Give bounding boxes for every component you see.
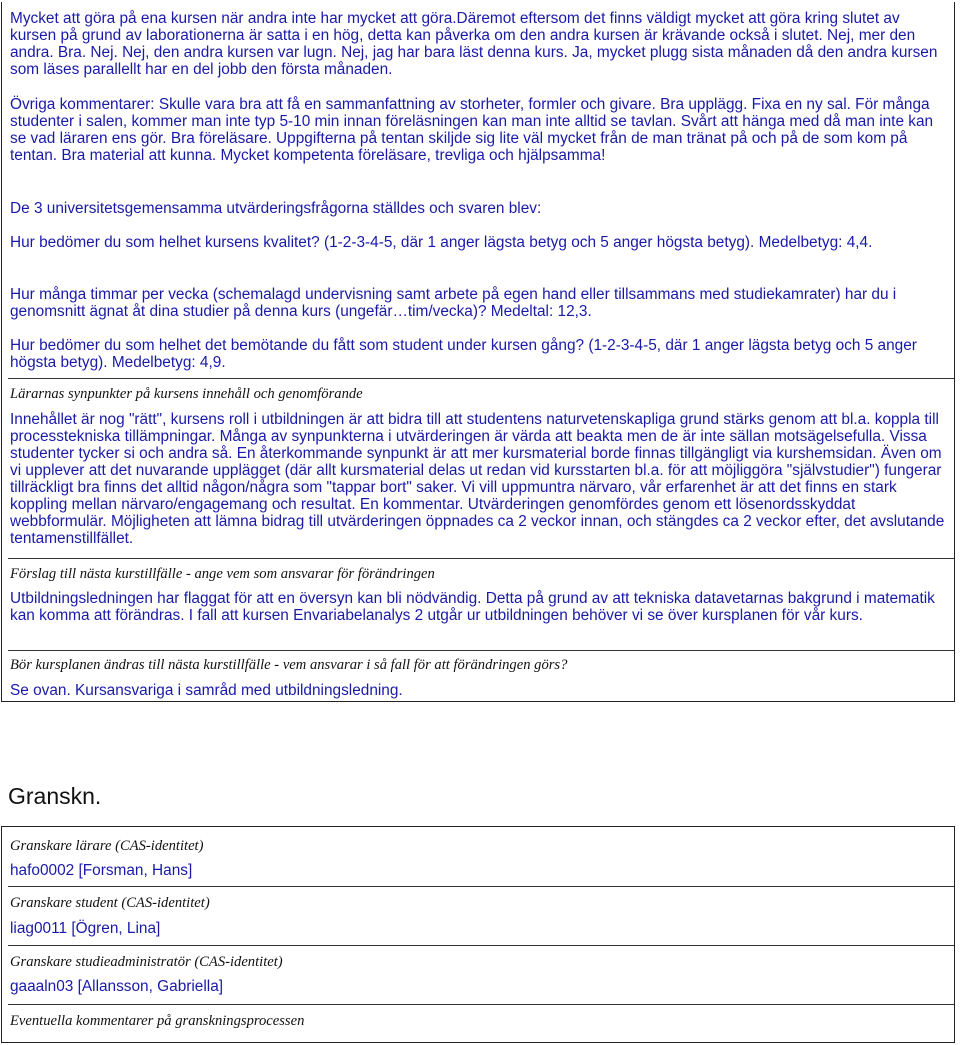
section-divider <box>8 650 954 651</box>
reviewer-student-label: Granskare student (CAS-identitet) <box>10 895 210 911</box>
reviewer-admin-label: Granskare studieadministratör (CAS-identitet) <box>10 954 283 970</box>
next-course-proposal-text: Utbildningsledningen har flaggat för att en översyn kan bli nödvändig. Detta på grund av att tekniska datavetarnas bakgrund i matematik kan komma att förändras. I fall att kursen Envariabelanalys 2 utgår ur utbildningen behöver vi se över kursplanen för vår kurs. <box>10 590 935 624</box>
question-treatment: Hur bedömer du som helhet det bemötande du fått som student under kursen gång? (1-2-3-4-5, där 1 anger lägsta betyg och 5 anger högsta betyg). Medelbetyg: 4,9. <box>10 337 917 371</box>
syllabus-change-text: Se ovan. Kursansvariga i samråd med utbildningsledning. <box>10 682 403 699</box>
syllabus-change-heading: Bör kursplanen ändras till nästa kurstillfälle - vem ansvarar i så fall för att förändringen görs? <box>10 657 568 673</box>
next-course-proposal-heading: Förslag till nästa kurstillfälle - ange vem som ansvarar för förändringen <box>10 566 435 582</box>
section-divider <box>8 378 954 379</box>
section-divider <box>8 886 954 887</box>
teachers-views-heading: Lärarnas synpunkter på kursens innehåll och genomförande <box>10 386 363 402</box>
section-divider <box>8 558 954 559</box>
reviewer-admin-value: gaaaln03 [Allansson, Gabriella] <box>10 978 224 995</box>
review-title: Granskn. <box>8 783 102 809</box>
section-divider <box>8 1004 954 1005</box>
section-divider <box>8 945 954 946</box>
review-comments-label: Eventuella kommentarer på granskningsprocessen <box>10 1013 305 1029</box>
student-comments-paragraph: Mycket att göra på ena kursen när andra inte har mycket att göra.Däremot eftersom det finns väldigt mycket att göra kring slutet av kursen på grund av laborationerna är satta i en hög, detta kan påverka om den andra kursen är krävande också i slutet. Nej, mer den andra. Bra. Nej. Nej, den andra kursen var lugn. Nej, jag har bara läst denna kurs. Ja, mycket plugg sista månaden då den andra kursen som läses parallellt har en del jobb den första månaden. <box>10 10 938 78</box>
reviewer-teacher-label: Granskare lärare (CAS-identitet) <box>10 838 204 854</box>
reviewer-student-value: liag0011 [Ögren, Lina] <box>10 920 161 937</box>
university-questions-intro: De 3 universitetsgemensamma utvärderingsfrågorna ställdes och svaren blev: <box>10 200 542 217</box>
question-course-quality: Hur bedömer du som helhet kursens kvalitet? (1-2-3-4-5, där 1 anger lägsta betyg och 5 anger högsta betyg). Medelbetyg: 4,4. <box>10 234 873 251</box>
teachers-views-text: Innehållet är nog "rätt", kursens roll i utbildningen är att bidra till att studentens naturvetenskapliga grund stärks genom att bl.a. koppla till processtekniska tillämpningar. Många av synpunkterna i utvärderingen är värda att beakta men de är inte sällan motsägelsefulla. Vissa studenter tycker si och andra så. En återkommande synpunkt är att mer kursmaterial borde finnas tillgängligt via kurshemsidan. Även om vi upplever att det nuvarande upplägget (där allt kursmaterial delas ut redan vid kursstarten bl.a. för att möjliggöra "självstudier") fungerar tillräckligt bra finns det alltid någon/några som "tappar bort" saker. Vi vill uppmuntra närvaro, vår erfarenhet är att det finns en stark koppling mellan närvaro/engagemang och resultat. En kommentar. Utvärderingen genomfördes genom ett lösenordsskyddat webbformulär. Möjligheten att lämna bidrag till utvärderingen öppnades ca 2 veckor innan, och stängdes ca 2 veckor efter, det avslutande tentamenstillfället. <box>10 411 945 547</box>
other-comments-paragraph: Övriga kommentarer: Skulle vara bra att få en sammanfattning av storheter, formler och givare. Bra upplägg. Fixa en ny sal. För många studenter i salen, kommer man inte typ 5-10 min innan föreläsningen kan man inte alltid se tavlan. Svårt att hänga med då man inte kan se vad läraren ens gör. Bra föreläsare. Uppgifterna på tentan skiljde sig lite väl mycket från de man tränat på och på de som kom på tentan. Bra material att kunna. Mycket kompetenta föreläsare, trevliga och hjälpsamma! <box>10 96 934 164</box>
reviewer-teacher-value: hafo0002 [Forsman, Hans] <box>10 862 193 879</box>
question-study-hours: Hur många timmar per vecka (schemalagd undervisning samt arbete på egen hand eller tillsammans med studiekamrater) har du i genomsnitt ägnat åt dina studier på denna kurs (ungefär…tim/vecka)? Medeltal: 12,3. <box>10 286 897 320</box>
